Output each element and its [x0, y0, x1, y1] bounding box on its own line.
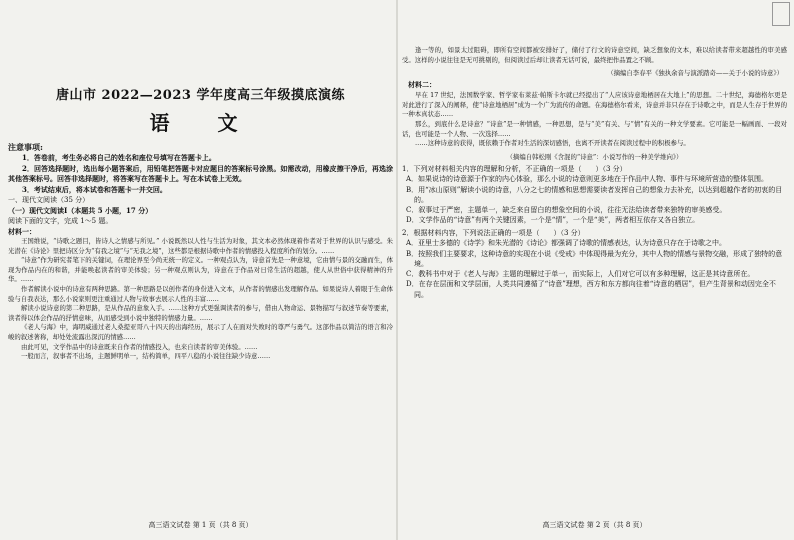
- section-heading: 一、现代文阅读（35 分）: [8, 196, 90, 204]
- reading-instruction: 阅读下面的文字，完成 1～5 题。: [8, 217, 113, 225]
- question-option: B．用“冰山原则”解读小说的诗意，八分之七的情感和思想需要读者发挥自己的想象力去补充，以达到超越作者的初衷的目的。: [406, 185, 783, 204]
- question-2: 2．根据材料内容，下列说法正确的一项是（ ）（3 分）: [402, 228, 585, 237]
- question-option: D．文学作品的“诗意”有两个关键因素，一个是“情”，一个是“美”，两者相互依存又各自独立。: [406, 216, 700, 225]
- body-paragraph: 早在 17 世纪，法国数学家、哲学家布莱兹·帕斯卡尔就已经提出了“人应该诗意地栖居在大地上”的思想。二十世纪，海德格尔更是对此进行了深入的阐释，使“诗意地栖居”成为一个广为流传的命题。在海德格尔看来，诗意并非只存在于诗歌之中，而是人生存于世界的一种本真状态……: [402, 91, 787, 119]
- notice-item: 3．考试结束后，将本试卷和答题卡一并交回。: [22, 184, 167, 194]
- body-paragraph: 《老人与海》中，海明威通过老人桑提亚哥八十四天的出海经历，展示了人在面对失败时的尊严与勇气。这部作品以简洁的语言和冷峻的叙述著称，却处处流露出深沉的情感……: [8, 323, 393, 341]
- body-paragraph: 作者解读小说中的诗意有两种思路。第一种思路是以创作者的身份进入文本，从作者的情感出发理解作品。如果说诗人着眼于生命体验与自我表达，那么小说家则更注重通过人物与故事去展示人性的丰富……: [8, 284, 393, 303]
- subsection-heading: （一）现代文阅读Ⅰ（本题共 5 小题，17 分）: [8, 205, 153, 215]
- body-paragraph: 解读小说诗意的第二种思路，是从作品的意象入手。……这种方式更强调读者的参与，借由人物命运、景物描写与叙述节奏等要素，读者得以体会作品的抒情意味，从而感受到小说中独特的情感力量。……: [8, 304, 393, 322]
- body-paragraph: ……这种诗意的获得，既依赖于作者对生活的深切感悟，也离不开读者在阅读过程中的积极参与。: [415, 139, 690, 148]
- page-fold: [396, 0, 398, 540]
- question-option: D．在存在层面和文学层面，人类共同遵循了“诗意”理想，西方和东方都向往着“诗意的栖居”，但产生背景和动因完全不同。: [406, 280, 776, 299]
- left-page: [8, 0, 393, 540]
- question-1: 1．下列对材料相关内容的理解和分析，不正确的一项是（ ）（3 分）: [402, 164, 627, 173]
- page-footer: 高三语文试卷 第 2 页（共 8 页）: [542, 521, 647, 529]
- source-citation: （摘编自韩松刚《含混的“诗意”：小说写作的一种美学维向》）: [506, 152, 683, 161]
- question-option: A．如果说诗的诗意源于作家的内心体验，那么小说的诗意则更多地在于作品中人物、事件与环境所营造的整体氛围。: [406, 175, 769, 184]
- exam-title: 唐山市 2022—2023 学年度高三年级摸底演练: [56, 88, 345, 103]
- question-option: A．亚里士多德的《诗学》和朱光潜的《诗论》都强调了诗歌的情感表达，认为诗意只存在于诗歌之中。: [406, 239, 727, 248]
- body-paragraph: 王国维说，“诗歌之题目，皆诗人之情感与所见。” 小说既然以人性与生活为对象，其文本必然体现着作者对于世界的认识与感受。朱光潜在《诗论》里把诗区分为“有我之境”与“无我之境”，这些都是根据诗歌中作者的情感投入程度所作的划分。……: [8, 237, 393, 255]
- material-label: 材料一：: [8, 226, 36, 236]
- body-paragraph: 逢一等的，如景太过阻碍，即所有空间都被安排好了，储付了行文的诗意空间，缺乏想象的文本，难以给读者带来超越性的审美感受。这样的小说往往是无可挑剔的，但阅读过后却让读者无话可说，最终把作品置之不顾。: [402, 46, 787, 64]
- body-paragraph: 那么，到底什么是诗意？“诗意”是一种情感，一种思想，是与“美”有关、与“情”有关的一种文学要素。它可能是一幅画面、一段对话，也可能是一个人物、一次选择……: [402, 119, 787, 138]
- body-paragraph: 由此可见，文学作品中的诗意既来自作者的情感投入，也来自读者的审美体验。……: [21, 342, 258, 351]
- notice-item: 1．答卷前，考生务必将自己的姓名和座位号填写在答题卡上。: [22, 153, 216, 162]
- body-paragraph: “诗意”作为研究者笔下的关键词，在理论界至今尚无统一的定义。一种观点认为，诗意首先是一种意境，它由情与景的交融而生，体现为作品内在的和谐，并能唤起读者的审美体验；另一种观点则认为，诗意在于作品对日常生活的超越，使人从世俗中获得精神的升华。……: [8, 256, 393, 284]
- notice-heading: 注意事项:: [8, 142, 43, 152]
- material-label: 材料二：: [408, 80, 436, 90]
- source-citation: （摘编自李春平《独执余音与演派踏奇——关于小说的诗意》）: [607, 69, 783, 78]
- body-paragraph: 一般而言，叙事者不出场，主题鲜明单一，结构简单，四平八稳的小说往往缺少诗意……: [21, 352, 271, 361]
- question-option: C．叙事过于严密，主题单一，缺乏来自留白的想象空间的小说，往往无法给读者带来独特的审美感受。: [406, 206, 727, 215]
- page-footer: 高三语文试卷 第 1 页（共 8 页）: [148, 521, 253, 529]
- question-option: C．教科书中对于《老人与海》主题的理解过于单一，而实际上，人们对它可以有多种理解，这正是其诗意所在。: [406, 270, 755, 279]
- notice-item: 2．回答选择题时，选出每小题答案后，用铅笔把答题卡对应题目的答案标号涂黑。如需改动，用橡皮擦干净后，再选涂其他答案标号。回答非选择题时，将答案写在答题卡上。写在本试卷上无效。: [8, 163, 393, 183]
- question-option: B．按照我们主要要求，这种诗意的实现在小说《受戒》中体现得最为充分，其中人物的情感与景物交融，形成了独特的意境。: [406, 249, 783, 268]
- right-page: [402, 0, 787, 540]
- subject-title: 语 文: [149, 111, 252, 135]
